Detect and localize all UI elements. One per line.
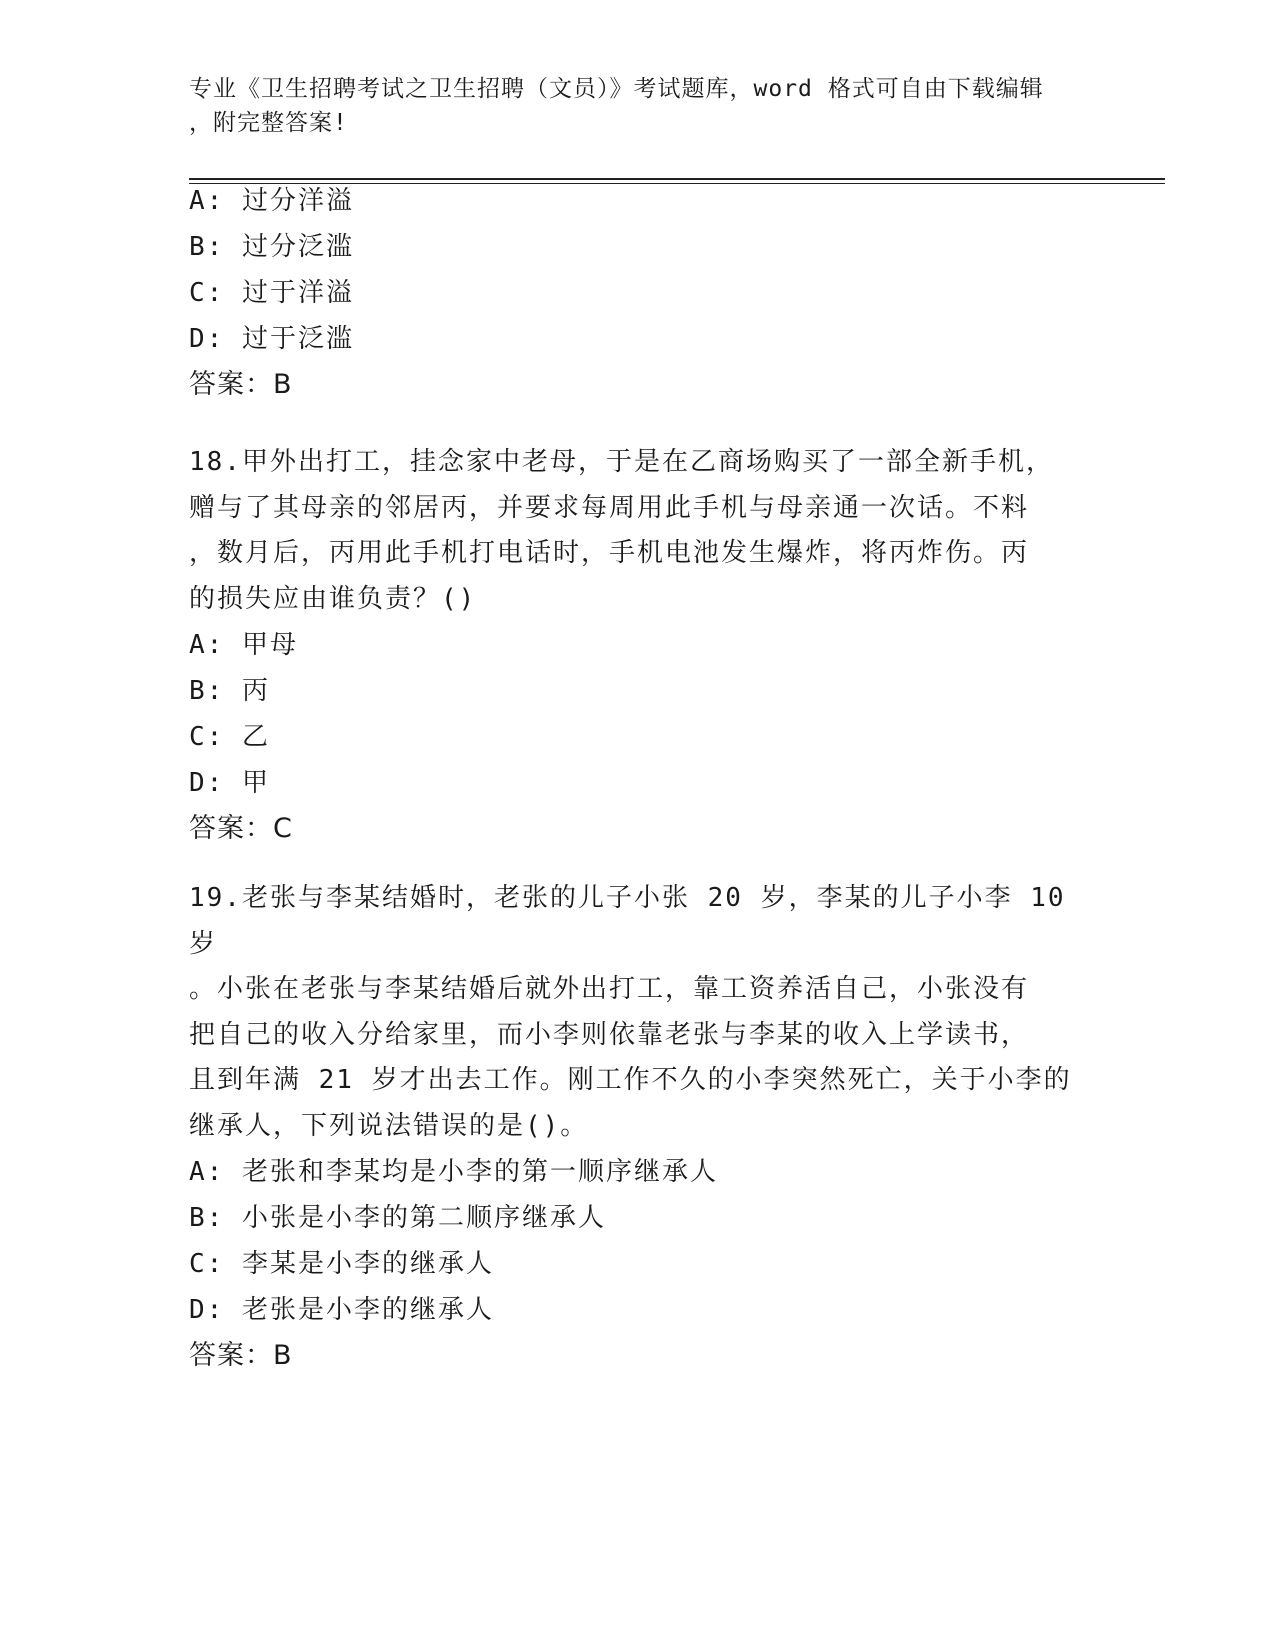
question-17 xyxy=(189,178,1089,408)
q18-stem-line: 的损失应由谁负责？() xyxy=(189,583,477,614)
document-page xyxy=(189,0,1169,1650)
q19-stem-line: 继承人，下列说法错误的是()。 xyxy=(189,1110,589,1141)
q19-option-b: B: 小张是小李的第二顺序继承人 xyxy=(189,1203,606,1233)
question-19 xyxy=(189,876,1089,1379)
q17-option-c: C: 过于洋溢 xyxy=(189,278,354,308)
q18-option-b: B: 丙 xyxy=(189,676,270,706)
q19-answer: 答案：B xyxy=(189,1340,293,1371)
q19-option-c: C: 李某是小李的继承人 xyxy=(189,1249,494,1279)
q18-stem-line: 18.甲外出打工，挂念家中老母，于是在乙商场购买了一部全新手机， xyxy=(189,447,1054,477)
q18-stem xyxy=(189,440,1089,622)
q18-stem-line: 赠与了其母亲的邻居丙，并要求每周用此手机与母亲通一次话。不料 xyxy=(189,492,1030,523)
q18-option-a: A: 甲母 xyxy=(189,630,298,660)
q18-option-c: C: 乙 xyxy=(189,722,270,752)
question-18 xyxy=(189,440,1089,852)
q17-option-d: D: 过于泛滥 xyxy=(189,324,354,354)
q17-option-b: B: 过分泛滥 xyxy=(189,232,354,262)
q18-answer: 答案：C xyxy=(189,813,293,844)
q19-stem xyxy=(189,876,1089,1149)
document-header xyxy=(189,72,1089,140)
q19-stem-line: 且到年满 21 岁才出去工作。刚工作不久的小李突然死亡，关于小李的 xyxy=(189,1065,1072,1095)
q17-option-a: A: 过分洋溢 xyxy=(189,186,354,216)
q19-option-a: A: 老张和李某均是小李的第一顺序继承人 xyxy=(189,1157,718,1187)
q19-stem-line: 19.老张与李某结婚时，老张的儿子小张 20 岁，李某的儿子小李 10 岁 xyxy=(189,883,1066,959)
q19-option-d: D: 老张是小李的继承人 xyxy=(189,1295,494,1325)
q19-stem-line: 。小张在老张与李某结婚后就外出打工，靠工资养活自己，小张没有 xyxy=(189,974,1030,1004)
q18-option-d: D: 甲 xyxy=(189,768,270,798)
q18-stem-line: ，数月后，丙用此手机打电话时，手机电池发生爆炸，将丙炸伤。丙 xyxy=(189,538,1030,568)
header-line-2: ，附完整答案! xyxy=(189,110,348,136)
q19-stem-line: 把自己的收入分给家里，而小李则依靠老张与李某的收入上学读书， xyxy=(189,1019,1030,1050)
header-line-1: 专业《卫生招聘考试之卫生招聘（文员）》考试题库，word 格式可自由下载编辑 xyxy=(189,76,1044,102)
q17-answer: 答案：B xyxy=(189,369,293,400)
